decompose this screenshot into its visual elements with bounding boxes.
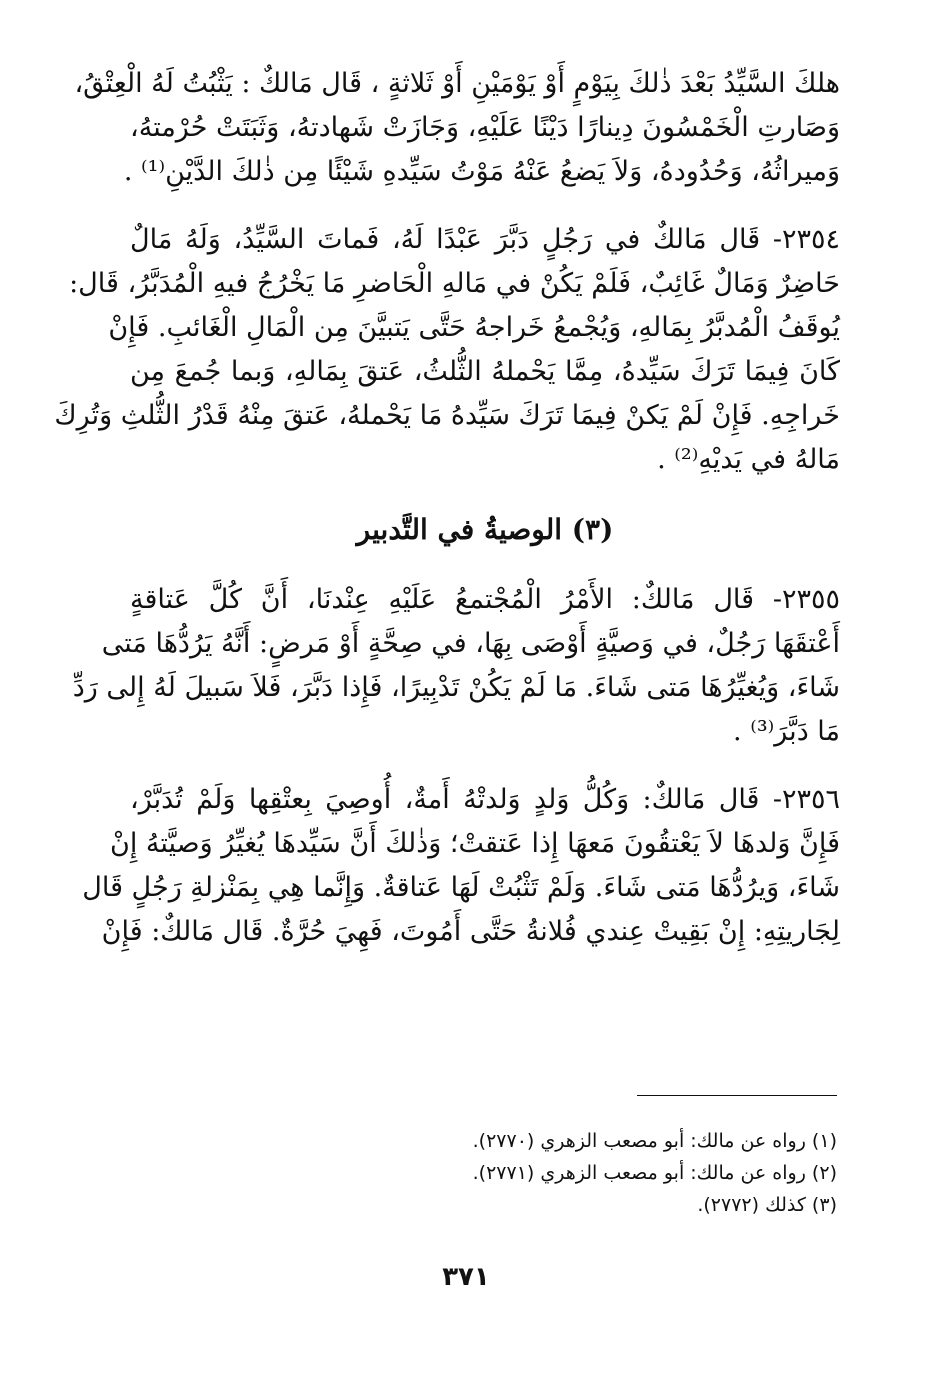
text-line: شَاءَ، وَيُغيِّرُهَا مَتى شَاءَ. مَا لَمْ يَكُنْ تَدْبِيرًا، فَإِذا دَبَّرَ، فَلاَ سَبيلَ لَهُ إِلى رَدِّ xyxy=(72,672,840,703)
text-line: لِجَاريتِهِ: إِنْ بَقِيتْ عِندي فُلانةُ حَتَّى أَمُوتَ، فَهِيَ حُرَّةٌ. قَال مَالكٌ: فَإِنْ xyxy=(101,916,840,947)
text-line: فَإِنَّ وَلدهَا لاَ يَعْتقُونَ مَعهَا إِذا عَتقتْ؛ وَذٰلكَ أَنَّ سَيِّدهَا يُغيِّرُ وَصيَّتهُ إِنْ xyxy=(109,828,840,859)
paragraph-2355 xyxy=(72,578,840,754)
text-line: وَميراثُهُ، وَحُدُودهُ، وَلاَ يَضعُ عَنْهُ مَوْتُ سَيِّدهِ شَيْئًا مِن ذٰلكَ الدَّيْنِ⁽¹⁾ . xyxy=(123,156,840,187)
text-line: شَاءَ، وَيرُدُّهَا مَتى شَاءَ. وَلَمْ تَثْبُتْ لَهَا عَتاقةٌ. وَإِنَّما هِي بِمَنْزلةِ رَجُلٍ قَال xyxy=(82,872,840,903)
paragraph-2356 xyxy=(82,778,840,954)
text-line: مَا دَبَّرَ⁽³⁾ . xyxy=(733,716,840,747)
paragraph-continuation xyxy=(74,62,840,194)
text-line: أَعْتقَهَا رَجُلٌ، في وَصيَّةٍ أَوْصَى بِهَا، في صِحَّةٍ أَوْ مَرضٍ: أَنَّهُ يَرُدُّهَا مَتى xyxy=(101,628,840,659)
footnotes xyxy=(237,1125,837,1221)
text-line: حَاضِرٌ وَمَالٌ غَائِبٌ، فَلَمْ يَكُنْ في مَالهِ الْحَاضرِ مَا يَخْرُجُ فيهِ الْمُدَبَّرُ، قَال: xyxy=(69,268,840,299)
main-text xyxy=(54,62,840,954)
text-line: وَصَارتِ الْخَمْسُونَ دِينارًا دَيْنًا عَلَيْهِ، وَجَازَتْ شَهادتهُ، وَثَبَتَتْ حُرْمتهُ، xyxy=(130,112,840,143)
text-line: ٢٣٥٥- قَال مَالكٌ: الأَمْرُ الْمُجْتمعُ عَلَيْهِ عِنْدنَا، أَنَّ كُلَّ عَتاقةٍ xyxy=(130,584,840,615)
paragraph-2354 xyxy=(54,218,840,482)
footnote-1: (١) رواه عن مالك: أبو مصعب الزهري (٢٧٧٠). xyxy=(472,1130,837,1152)
section-heading: (٣) الوصيةُ في التَّدبير xyxy=(356,513,614,546)
footnote-3: (٣) كذلك (٢٧٧٢). xyxy=(697,1194,837,1216)
footnote-2: (٢) رواه عن مالك: أبو مصعب الزهري (٢٧٧١). xyxy=(472,1162,837,1184)
text-line: هلكَ السَّيِّدُ بَعْدَ ذٰلكَ بِيَوْمٍ أَوْ يَوْمَيْنِ أَوْ ثَلاثةٍ ، قَال مَالكٌ : يَثْبُتُ لَهُ الْعِتْقُ، xyxy=(74,68,840,99)
text-line: مَالهُ في يَديْهِ⁽²⁾ . xyxy=(657,444,840,475)
text-line: ٢٣٥٤- قَال مَالكٌ في رَجُلٍ دَبَّرَ عَبْدًا لَهُ، فَماتَ السَّيِّدُ، وَلَهُ مَالٌ xyxy=(130,224,840,255)
text-line: كَانَ فِيمَا تَرَكَ سَيِّدهُ، مِمَّا يَحْملهُ الثُّلثُ، عَتقَ بِمَالهِ، وَبما جُمعَ مِن xyxy=(130,356,840,387)
text-line: ٢٣٥٦- قَال مَالكٌ: وَكُلُّ وَلدٍ وَلدتْهُ أَمةٌ، أُوصِيَ بِعتْقِها وَلَمْ تُدَبَّرْ، xyxy=(130,784,840,815)
text-line: يُوقَفُ الْمُدبَّرُ بِمَالهِ، وَيُجْمعُ خَراجهُ حَتَّى يَتبيَّنَ مِن الْمَالِ الْغَائبِ. فَإِنْ xyxy=(108,312,840,343)
page-number: ٣٧١ xyxy=(442,1262,490,1292)
text-line: خَراجِهِ. فَإِنْ لَمْ يَكنْ فِيمَا تَرَكَ سَيِّدهُ مَا يَحْملهُ، عَتقَ مِنْهُ قَدْرُ الثُّلثِ وَتُرِكَ xyxy=(54,400,840,431)
footnote-divider xyxy=(637,1095,837,1096)
